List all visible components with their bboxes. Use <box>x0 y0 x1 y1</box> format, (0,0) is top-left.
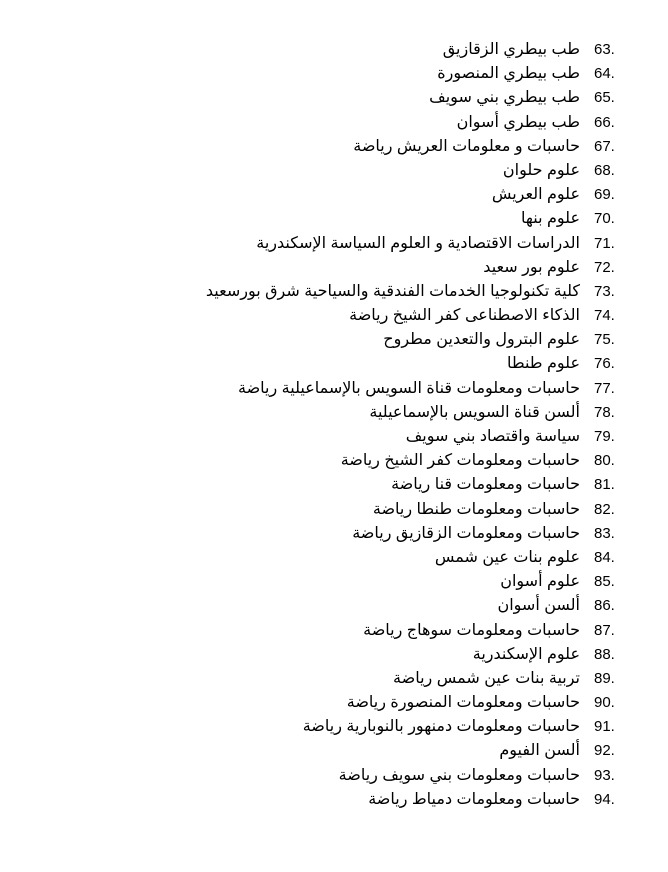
item-number: 75. <box>594 331 615 349</box>
list-item <box>20 352 630 376</box>
item-text: حاسبات ومعلومات دمياط رياضة <box>368 790 580 808</box>
item-text: طب بيطري بني سويف <box>429 89 580 107</box>
item-text: حاسبات ومعلومات دمنهور بالنوبارية رياضة <box>302 718 580 736</box>
item-number: 77. <box>594 379 615 397</box>
item-text: علوم حلوان <box>502 161 580 179</box>
item-number: 76. <box>594 355 615 373</box>
list-item <box>20 207 630 231</box>
item-number: 69. <box>594 186 615 204</box>
item-number: 70. <box>594 210 615 228</box>
item-text: ألسن أسوان <box>497 597 580 615</box>
item-number: 82. <box>594 500 615 518</box>
item-number: 72. <box>594 258 615 276</box>
list-item <box>20 232 630 256</box>
item-number: 67. <box>594 137 615 155</box>
item-number: 74. <box>594 307 615 325</box>
item-text: كلية تكنولوجيا الخدمات الفندقية والسياحية شرق بورسعيد <box>205 282 580 300</box>
item-text: حاسبات ومعلومات قنا رياضة <box>391 476 580 494</box>
item-text: علوم العريش <box>491 186 580 204</box>
item-number: 93. <box>594 766 615 784</box>
item-number: 73. <box>594 282 615 300</box>
item-number: 65. <box>594 89 615 107</box>
item-number: 78. <box>594 403 615 421</box>
item-number: 88. <box>594 645 615 663</box>
item-number: 85. <box>594 573 615 591</box>
item-text: الذكاء الاصطناعى كفر الشيخ رياضة <box>349 307 580 325</box>
item-number: 87. <box>594 621 615 639</box>
item-text: حاسبات ومعلومات المنصورة رياضة <box>346 694 580 712</box>
item-number: 80. <box>594 452 615 470</box>
list-item <box>20 328 630 352</box>
item-number: 71. <box>594 234 615 252</box>
faculty-list <box>20 38 630 812</box>
list-item <box>20 256 630 280</box>
item-text: علوم بنها <box>521 210 580 228</box>
item-number: 94. <box>594 790 615 808</box>
document-page <box>20 38 630 812</box>
list-item <box>20 570 630 594</box>
list-item <box>20 546 630 570</box>
item-number: 86. <box>594 597 615 615</box>
list-item <box>20 715 630 739</box>
list-item <box>20 135 630 159</box>
item-number: 89. <box>594 669 615 687</box>
item-number: 63. <box>594 41 615 58</box>
list-item <box>20 62 630 86</box>
item-text: ألسن الفيوم <box>499 742 580 760</box>
item-text: حاسبات ومعلومات سوهاج رياضة <box>363 621 580 639</box>
item-text: علوم بنات عين شمس <box>434 548 580 566</box>
list-item <box>20 691 630 715</box>
list-item <box>20 111 630 135</box>
item-text: علوم البترول والتعدين مطروح <box>383 331 580 349</box>
list-item <box>20 739 630 763</box>
list-item <box>20 86 630 110</box>
item-text: حاسبات ومعلومات قناة السويس بالإسماعيلية رياضة <box>238 379 580 397</box>
item-text: طب بيطري الزقازيق <box>442 41 580 58</box>
item-text: الدراسات الاقتصادية و العلوم السياسة الإسكندرية <box>256 234 580 252</box>
list-item <box>20 159 630 183</box>
item-number: 84. <box>594 548 615 566</box>
item-text: حاسبات ومعلومات الزقازيق رياضة <box>352 524 580 542</box>
item-text: علوم أسوان <box>500 573 580 591</box>
list-item <box>20 788 630 812</box>
item-number: 66. <box>594 113 615 131</box>
list-item <box>20 594 630 618</box>
item-number: 81. <box>594 476 615 494</box>
list-item <box>20 667 630 691</box>
item-text: علوم بور سعيد <box>483 258 580 276</box>
item-text: حاسبات ومعلومات كفر الشيخ رياضة <box>340 452 580 470</box>
list-item <box>20 280 630 304</box>
item-text: علوم الإسكندرية <box>472 645 580 663</box>
item-number: 91. <box>594 718 615 736</box>
item-text: تربية بنات عين شمس رياضة <box>393 669 580 687</box>
list-item <box>20 619 630 643</box>
item-text: حاسبات و معلومات العريش رياضة <box>353 137 580 155</box>
item-number: 68. <box>594 161 615 179</box>
item-number: 83. <box>594 524 615 542</box>
list-item <box>20 522 630 546</box>
list-item <box>20 183 630 207</box>
list-item <box>20 498 630 522</box>
item-number: 90. <box>594 694 615 712</box>
item-number: 92. <box>594 742 615 760</box>
list-item <box>20 643 630 667</box>
item-text: ألسن قناة السويس بالإسماعيلية <box>369 403 580 421</box>
list-item <box>20 38 630 62</box>
list-item <box>20 764 630 788</box>
item-text: علوم طنطا <box>506 355 580 373</box>
item-text: طب بيطري المنصورة <box>437 65 580 83</box>
list-item <box>20 449 630 473</box>
item-number: 79. <box>594 428 615 445</box>
list-item <box>20 377 630 401</box>
list-item <box>20 425 630 449</box>
item-text: حاسبات ومعلومات طنطا رياضة <box>372 500 580 518</box>
item-text: حاسبات ومعلومات بني سويف رياضة <box>338 766 580 784</box>
list-item <box>20 304 630 328</box>
item-text: سياسة واقتصاد بني سويف <box>405 428 580 445</box>
list-item <box>20 401 630 425</box>
item-number: 64. <box>594 65 615 83</box>
item-text: طب بيطري أسوان <box>456 113 580 131</box>
list-item <box>20 473 630 497</box>
